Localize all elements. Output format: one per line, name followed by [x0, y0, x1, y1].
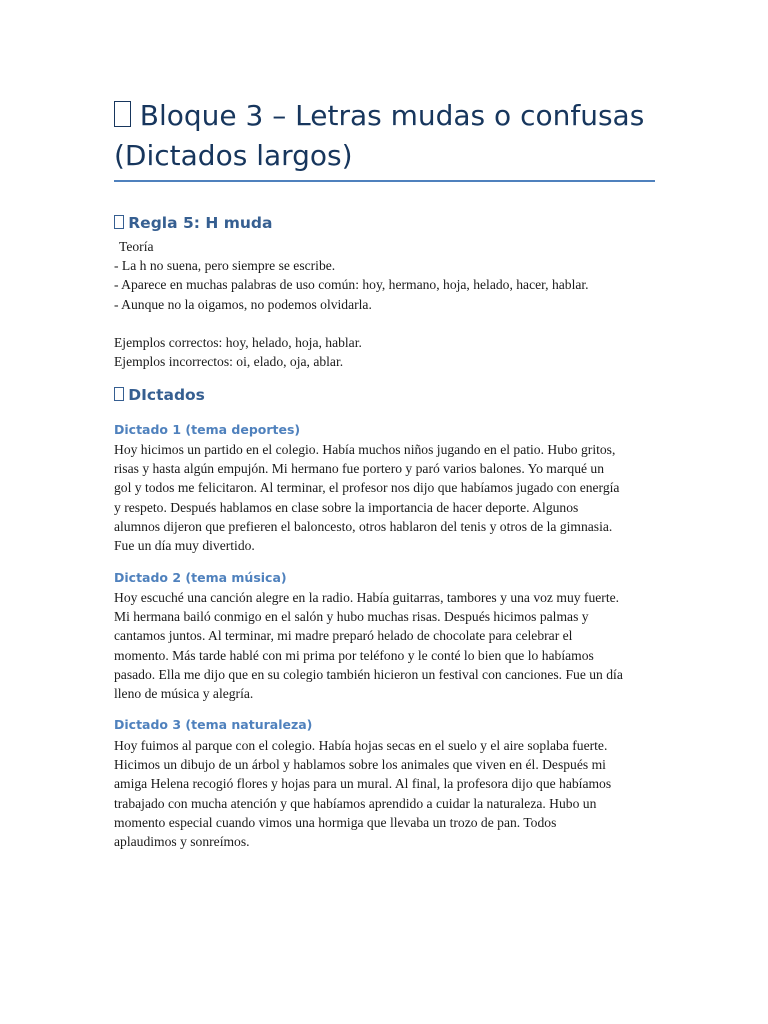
document-title	[114, 96, 655, 176]
theory-point: - Aparece en muchas palabras de uso común: hoy, hermano, hoja, helado, hacer, hablar.	[114, 277, 589, 293]
dictation-3-heading: Dictado 3 (tema naturaleza)	[114, 717, 313, 732]
text-line: momento. Más tarde hablé con mi prima por teléfono y le conté lo bien que lo habíamos	[114, 647, 594, 663]
text-line: Hoy hicimos un partido en el colegio. Había muchos niños jugando en el patio. Hubo gritos,	[114, 442, 616, 457]
title-line-1: Bloque 3 – Letras mudas o confusas	[139, 99, 645, 132]
text-line: gol y todos me felicitaron. Al terminar, el profesor nos dijo que habíamos jugado con energía	[114, 480, 620, 496]
text-line: Fue un día muy divertido.	[114, 538, 255, 554]
missing-glyph-icon	[114, 387, 124, 402]
text-line: trabajado con mucha atención y que habíamos aprendido a cuidar la naturaleza. Hubo un	[114, 795, 597, 811]
text-line: momento especial cuando vimos una hormiga que llevaba un trozo de pan. Todos	[114, 814, 557, 830]
text-line: Mi hermana bailó conmigo en el salón y hubo muchas risas. Después hicimos palmas y	[114, 609, 589, 625]
dictation-3-text	[114, 736, 655, 851]
missing-glyph-icon	[114, 215, 124, 230]
examples-correct: Ejemplos correctos: hoy, helado, hoja, hablar.	[114, 335, 362, 350]
dictations-heading-text: DIctados	[128, 386, 205, 404]
theory-point: - La h no suena, pero siempre se escribe.	[114, 258, 336, 274]
dictation-2-heading: Dictado 2 (tema música)	[114, 570, 287, 585]
examples-incorrect: Ejemplos incorrectos: oi, elado, oja, ablar.	[114, 354, 344, 370]
text-line: amiga Helena recogió flores y hojas para un mural. Al final, la profesora dijo que habíamos	[114, 776, 612, 792]
text-line: cantamos juntos. Al terminar, mi madre preparó helado de chocolate para celebrar el	[114, 628, 573, 644]
text-line: Hoy fuimos al parque con el colegio. Había hojas secas en el suelo y el aire soplaba fuerte.	[114, 738, 608, 753]
dictation-1-text	[114, 440, 655, 555]
text-line: aplaudimos y sonreímos.	[114, 834, 250, 850]
dictation-1-heading: Dictado 1 (tema deportes)	[114, 422, 301, 437]
text-line: risas y hasta algún empujón. Mi hermano fue portero y paró varios balones. Yo marqué un	[114, 461, 605, 477]
theory-block	[114, 237, 655, 314]
text-line: y respeto. Después hablamos en clase sobre la importancia de hacer deporte. Algunos	[114, 499, 579, 515]
rule-heading	[114, 213, 272, 233]
missing-glyph-icon	[114, 101, 131, 128]
text-line: lleno de música y alegría.	[114, 686, 254, 702]
title-divider	[114, 180, 655, 182]
theory-label: Teoría	[119, 239, 154, 254]
text-line: alumnos dijeron que prefieren el baloncesto, otros hablaron del tenis y otros de la gimnasia.	[114, 518, 613, 534]
text-line: Hoy escuché una canción alegre en la radio. Había guitarras, tambores y una voz muy fuerte.	[114, 590, 620, 605]
text-line: pasado. Ella me dijo que en su colegio también hicieron un festival con canciones. Fue un día	[114, 666, 623, 682]
title-line-2: (Dictados largos)	[114, 139, 353, 172]
rule-heading-text: Regla 5: H muda	[128, 214, 273, 232]
dictations-heading	[114, 385, 205, 405]
text-line: Hicimos un dibujo de un árbol y hablamos sobre los animales que viven en él. Después mi	[114, 757, 606, 773]
dictation-2-text	[114, 588, 655, 703]
examples-block	[114, 333, 655, 371]
theory-point: - Aunque no la oigamos, no podemos olvidarla.	[114, 296, 372, 312]
